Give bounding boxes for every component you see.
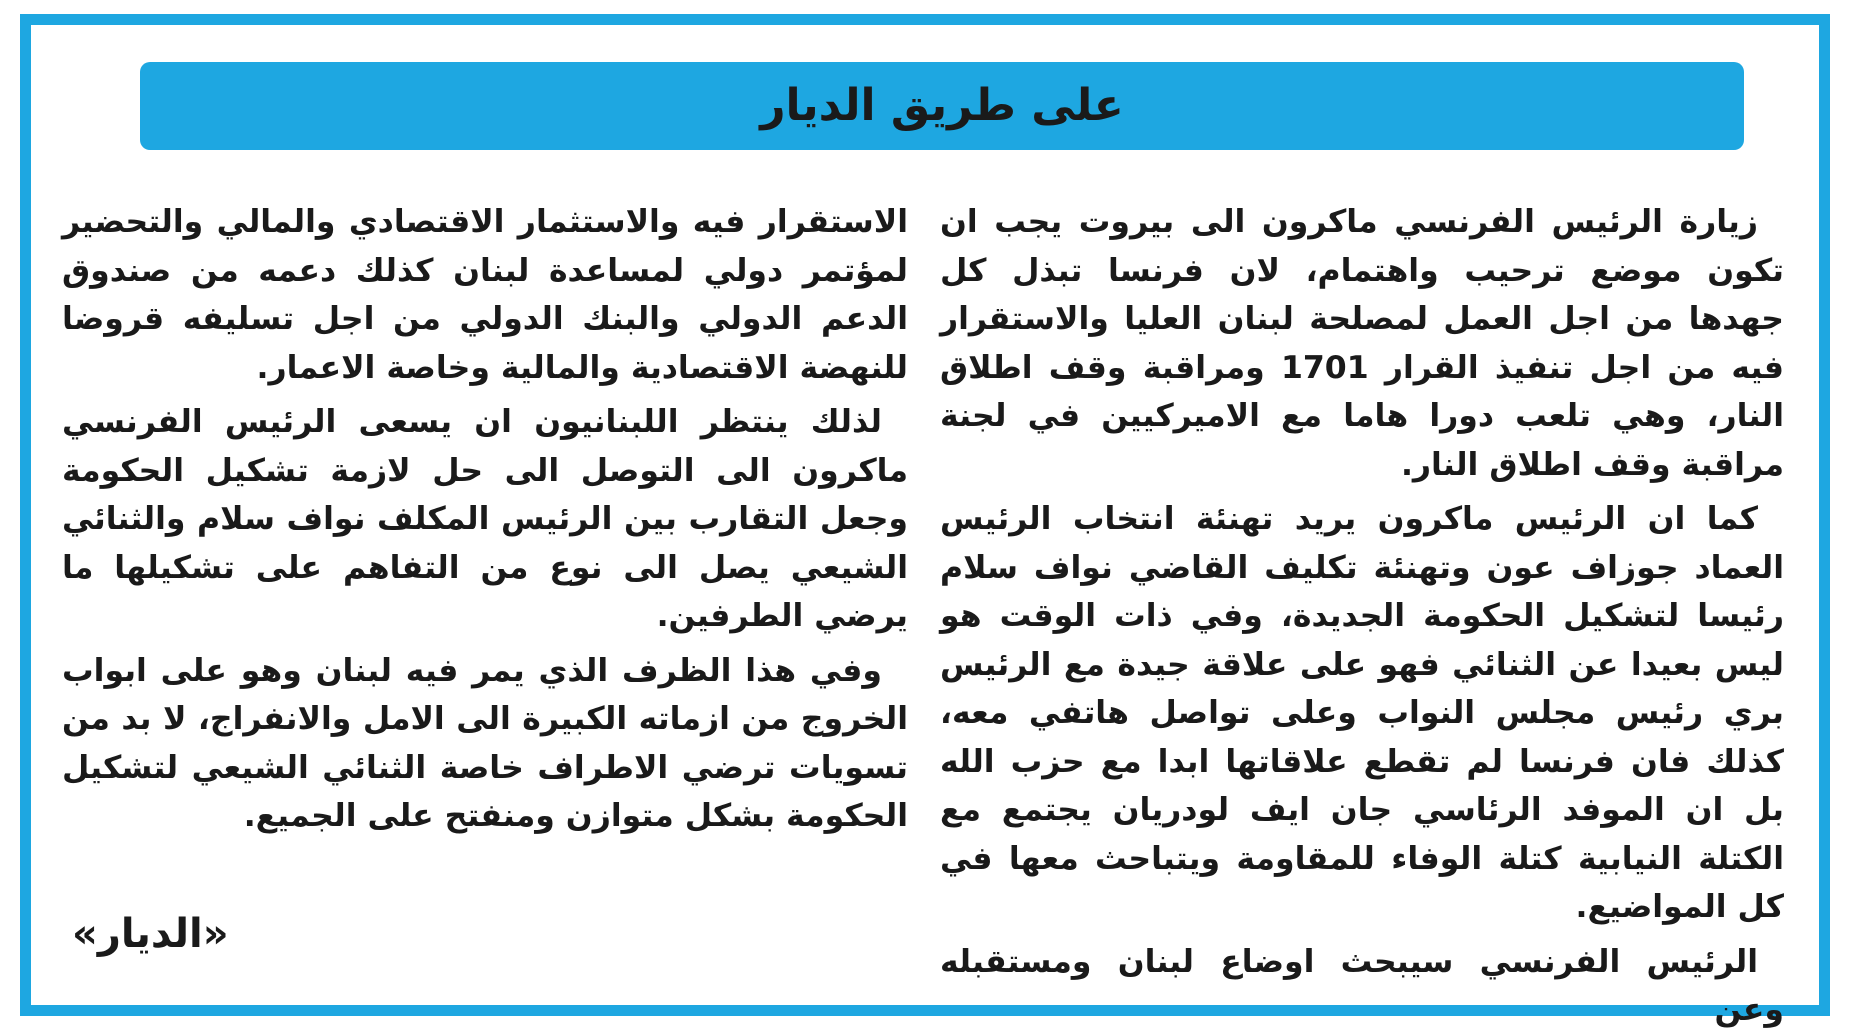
paragraph: الاستقرار فيه والاستثمار الاقتصادي والمالي والتحضير لمؤتمر دولي لمساعدة لبنان كذلك دعمه من صندوق الدعم الدولي والبنك الدولي من اجل تسليفه قروضا للنهضة الاقتصادية والمالية وخاصة الاعمار.: [62, 204, 908, 386]
paragraph: وفي هذا الظرف الذي يمر فيه لبنان وهو على ابواب الخروج من ازماته الكبيرة الى الامل والانفراج، لا بد من تسويات ترضي الاطراف خاصة الثنائي الشيعي لتشكيل الحكومة بشكل متوازن ومنفتح على الجميع.: [62, 652, 908, 834]
paragraph: كما ان الرئيس ماكرون يريد تهنئة انتخاب الرئيس العماد جوزاف عون وتهنئة تكليف القاضي نواف سلام رئيسا لتشكيل الحكومة الجديدة، وفي ذات الوقت هو ليس بعيدا عن الثنائي فهو على علاقة جيدة مع الرئيس بري رئيس مجلس النواب وعلى تواصل هاتفي معه، كذلك فان فرنسا لم تقطع علاقاتها ابدا مع حزب الله بل ان الموفد الرئاسي جان ايف لودريان يجتمع مع الكتلة النيابية كتلة الوفاء للمقاومة ويتباحث معها في كل المواضيع.: [940, 501, 1784, 925]
signature: «الديار»: [72, 911, 229, 957]
title-banner: [140, 62, 1744, 150]
paragraph: لذلك ينتظر اللبنانيون ان يسعى الرئيس الفرنسي ماكرون الى التوصل الى حل لازمة تشكيل الحكومة وجعل التقارب بين الرئيس المكلف نواف سلام والثنائي الشيعي يصل الى نوع من التفاهم على تشكيلها ما يرضي الطرفين.: [62, 404, 908, 634]
paragraph: الرئيس الفرنسي سيبحث اوضاع لبنان ومستقبله وعن: [940, 943, 1784, 1028]
article-column-left: [62, 198, 908, 918]
article-column-right: [940, 198, 1784, 1028]
page-title: على طريق الديار: [760, 80, 1124, 131]
paragraph: زيارة الرئيس الفرنسي ماكرون الى بيروت يجب ان تكون موضع ترحيب واهتمام، لان فرنسا تبذل كل جهدها من اجل العمل لمصلحة لبنان العليا والاستقرار فيه من اجل تنفيذ القرار 1701 ومراقبة وقف اطلاق النار، وهي تلعب دورا هاما مع الاميركيين في لجنة مراقبة وقف اطلاق النار.: [940, 204, 1784, 483]
